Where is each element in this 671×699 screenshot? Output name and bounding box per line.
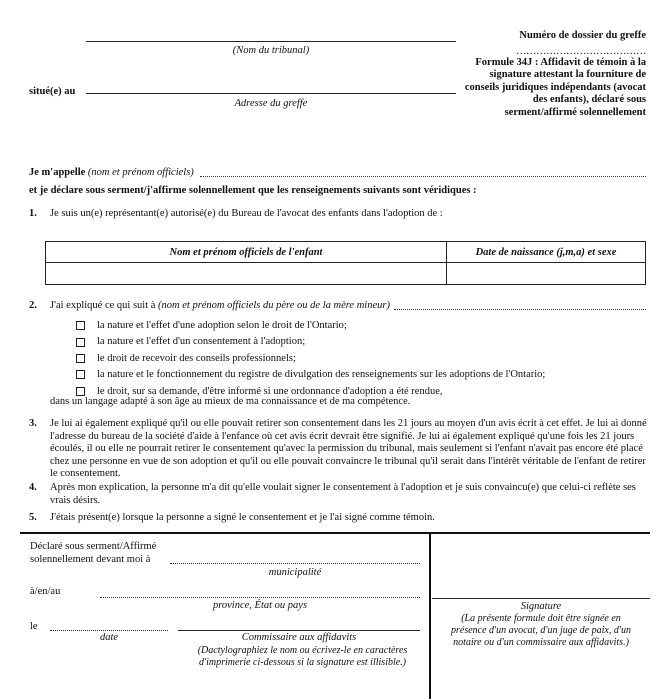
item-number-5: 5. — [29, 512, 37, 523]
checkbox[interactable] — [76, 354, 85, 363]
checklist-item — [76, 318, 545, 334]
deponent-signature-line[interactable] — [432, 598, 650, 599]
name-line-row — [29, 167, 194, 178]
signing-block-divider — [429, 533, 431, 699]
item-2-lead: J'ai expliqué ce qui suit à — [50, 300, 156, 311]
signature-caption: Signature — [520, 601, 562, 612]
checklist-item — [76, 334, 545, 350]
item-text-4: Après mon explication, la personne m'a dit qu'elle voulait signer le consentement à l'adoption et je suis convaincu(e) que celui-ci reflète ses vrais désirs. — [50, 482, 636, 506]
child-name-cell[interactable] — [46, 263, 447, 285]
checklist-item-text: le droit de recevoir des conseils professionnels; — [97, 352, 296, 364]
province-field[interactable] — [100, 597, 420, 598]
checklist-item-text: la nature et l'effet d'une adoption selon le droit de l'Ontario; — [97, 320, 347, 331]
checklist-item — [76, 367, 545, 383]
item-text-2 — [50, 300, 390, 311]
court-name-line[interactable] — [86, 41, 456, 42]
commissioner-note: (Dactylographiez le nom ou écrivez-le en caractères d'imprimerie ci-dessous si la signature est illisible.) — [197, 645, 408, 668]
item-number-4: 4. — [29, 482, 37, 493]
child-table-header-birth: Date de naissance (j,m,a) et sexe — [447, 242, 646, 263]
file-number-field[interactable]: ………………………………… — [516, 46, 646, 57]
commissioner-caption: Commissaire aux affidavits — [241, 632, 357, 643]
date-field[interactable] — [50, 630, 168, 631]
declared-line-1: Déclaré sous serment/Affirmé — [30, 541, 157, 552]
checkbox[interactable] — [76, 387, 85, 396]
item-number-2: 2. — [29, 300, 37, 311]
item-text-3: Je lui ai également expliqué qu'il ou elle pouvait retirer son consentement dans les 21 jours au moyen d'un avis écrit à cet effet. Je lui ai donné l'adresse du bureau de la société d'aide à l'enfance où cet avis écrit devrait être signifié. Je lui ai également expliqué qu'une fois les 21 jours écoulés, il ou elle ne pourrait retirer le consentement qu'avec la permission du tribunal, mais seulement si l'enfant n'avait pas encore été placé chez une personne en vue de son adoption et qu'il ou elle pouvait convaincre le tribunal qu'il serait dans l'intérêt véritable de l'enfant de retirer le consentement. — [50, 418, 647, 480]
child-table — [45, 241, 646, 285]
date-caption: date — [99, 632, 119, 643]
situe-label: situé(e) au — [29, 86, 76, 97]
item-text-1: Je suis un(e) représentant(e) autorisé(e) du Bureau de l'avocat des enfants dans l'adoption de : — [50, 208, 443, 219]
declaration-statement: et je déclare sous serment/j'affirme solennellement que les renseignements suivants sont véridiques : — [29, 185, 477, 196]
name-field[interactable] — [200, 176, 646, 177]
child-birth-cell[interactable] — [447, 263, 646, 285]
checklist-item-text: la nature et l'effet d'un consentement à l'adoption; — [97, 336, 306, 348]
signing-block-top-rule — [20, 532, 650, 534]
name-hint: (nom et prénom officiels) — [87, 167, 194, 178]
municipality-field[interactable] — [170, 563, 420, 564]
declared-line-2: solennellement devant moi à — [30, 554, 151, 565]
municipality-caption: municipalité — [268, 567, 322, 578]
item-number-1: 1. — [29, 208, 37, 219]
checkbox[interactable] — [76, 321, 85, 330]
item-number-3: 3. — [29, 418, 37, 429]
file-number-label: Numéro de dossier du greffe — [519, 30, 646, 41]
name-label: Je m'appelle — [29, 167, 86, 178]
commissioner-signature-line[interactable] — [178, 630, 420, 631]
checklist-footer: dans un langage adapté à son âge au mieux de ma connaissance et de ma compétence. — [50, 396, 411, 407]
checkbox[interactable] — [76, 338, 85, 347]
checklist-item-text: la nature et le fonctionnement du registre de divulgation des renseignements sur les adoptions de l'Ontario; — [97, 369, 546, 381]
child-table-header-name: Nom et prénom officiels de l'enfant — [46, 242, 447, 263]
parent-name-field[interactable] — [394, 309, 646, 310]
item-2-hint: (nom et prénom officiels du père ou de la mère mineur) — [158, 300, 390, 311]
court-address-caption: Adresse du greffe — [234, 98, 308, 109]
province-caption: province, État ou pays — [212, 600, 308, 611]
checklist — [76, 318, 545, 400]
checklist-item-text: le droit, sur sa demande, d'être informé si une ordonnance d'adoption a été rendue, — [97, 385, 443, 397]
checkbox[interactable] — [76, 370, 85, 379]
le-label: le — [30, 621, 38, 632]
a-en-au-label: à/en/au — [30, 586, 61, 597]
declared-before-me — [30, 540, 156, 566]
form-title: Formule 34J : Affidavit de témoin à la signature attestant la fourniture de conseils juridiques indépendants (avocat des enfants), déclaré sous serment/affirmé solennellement — [464, 57, 646, 118]
signature-note: (La présente formule doit être signée en présence d'un avocat, d'un juge de paix, d'un notaire ou d'un commissaire aux affidavits.) — [451, 613, 631, 648]
item-text-5: J'étais présent(e) lorsque la personne a signé le consentement et je l'ai signé comme témoin. — [50, 512, 435, 523]
court-address-line[interactable] — [86, 93, 456, 94]
checklist-item — [76, 351, 545, 367]
court-name-caption: (Nom du tribunal) — [232, 45, 310, 56]
